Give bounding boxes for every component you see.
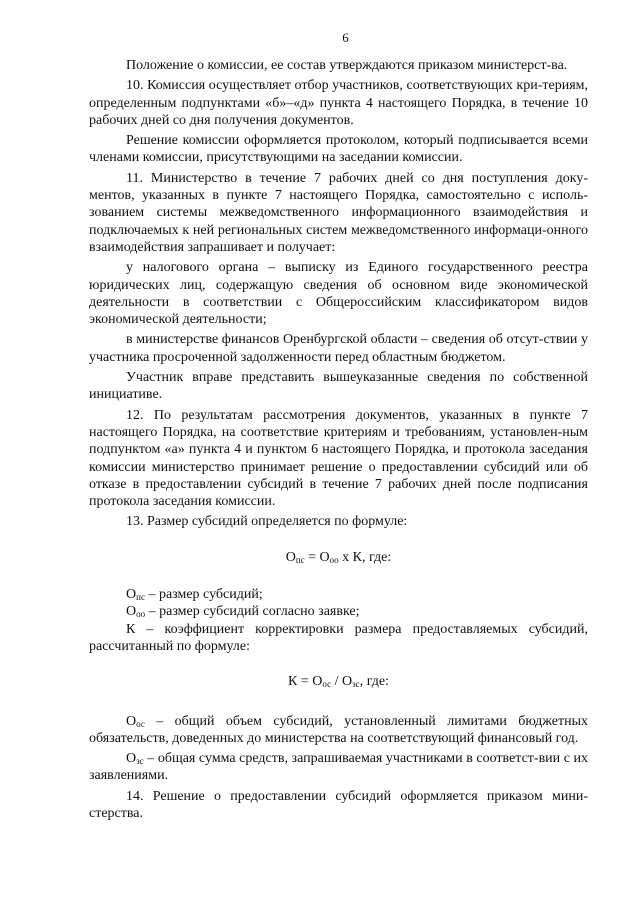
paragraph-tax-authority: у налогового органа – выписку из Единого государственного реестра юридических лиц, содержащую сведения об основном виде экономической деятельности в соответствии с Общероссийским классификатором видов экономической деятельности; — [89, 260, 588, 328]
paragraph-12: 12. По результатам рассмотрения документов, указанных в пункте 7 настоящего Порядка, на соответствие критериям и требованиям, установлен-ным подпунктом «а» пункта 4 и пунктом 6 настоящего Порядка, и протокола заседания комиссии министерство принимает решение о предоставлении субсидий или об отказе в предоставлении субсидий в течение 7 рабочих дней после подписания протокола заседания комиссии. — [89, 407, 588, 510]
paragraph-11: 11. Министерство в течение 7 рабочих дней со дня поступления доку-ментов, указанных в пункте 7 настоящего Порядка, самостоятельно с исполь-зованием системы межведомственного информационного взаимодействия и подключаемых к ней региональных систем межведомственного информаци-онного взаимодействия запрашивает и получает: — [89, 170, 588, 255]
definition-ozs: $О_{зс}$ – общая сумма средств, запрашиваемая участниками в соответст-вии с их заявлениями. — [89, 751, 588, 784]
definition-ops: $О_{пс}$ – размер субсидий; — [126, 587, 263, 603]
coefficient-formula: $К = О_{ос} / О_{зс}$, где: — [288, 674, 389, 690]
paragraph-10: 10. Комиссия осуществляет отбор участников, соответствующих кри-териям, определенным подпунктами «б»–«д» пункта 4 настоящего Порядка, в течение 10 рабочих дней со дня получения документов. — [89, 78, 588, 128]
definition-oos: $О_{ос}$ – общий объем субсидий, установленный лимитами бюджетных обязательств, доведенных до министерства на соответствующий финансовый год. — [89, 713, 588, 746]
paragraph-participant-initiative: Участник вправе представить вышеуказанные сведения по собственной инициативе. — [89, 370, 588, 403]
paragraph-commission-regulation: Положение о комиссии, ее состав утверждаются приказом министерст-ва. — [126, 58, 568, 73]
paragraph-14: 14. Решение о предоставлении субсидий оформляется приказом мини-стерства. — [89, 788, 588, 821]
definition-ooo: $О_{оо}$ – размер субсидий согласно заявке; — [126, 604, 360, 620]
subsidy-formula: $О_{пс} = О_{оо}$ х К, где: — [285, 549, 392, 565]
definition-k: К – коэффициент корректировки размера предоставляемых субсидий, рассчитанный по формуле: — [89, 621, 588, 654]
paragraph-13: 13. Размер субсидий определяется по формуле: — [126, 514, 408, 530]
page-number: 6 — [342, 30, 349, 45]
paragraph-commission-decision: Решение комиссии оформляется протоколом, который подписывается всеми членами комиссии, присутствующими на заседании комиссии. — [89, 133, 588, 166]
paragraph-finance-ministry: в министерстве финансов Оренбургской области – сведения об отсут-ствии у участника просроченной задолженности перед областным бюджетом. — [89, 332, 588, 365]
